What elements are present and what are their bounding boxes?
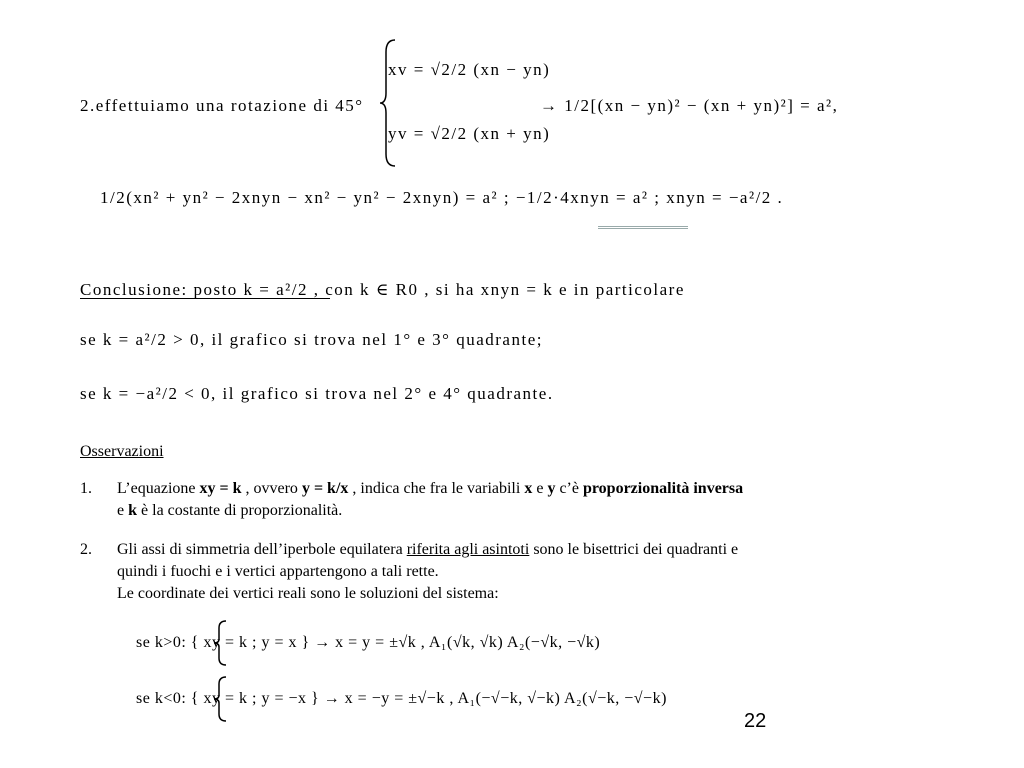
item2-line3: Le coordinate dei vertici reali sono le soluzioni del sistema:	[117, 585, 499, 602]
item1-t7: è la costante di proporzionalità.	[137, 502, 343, 519]
conclusion-line: Conclusione: posto k = a²/2 , con k ∈ R0 , si ha xnyn = k e in particolare	[80, 280, 685, 299]
system-k-negative: se k<0: { xy = k ; y = −x } → x = −y = ±√−k , A₁(−√−k, √−k) A₂(√−k, −√−k)	[136, 690, 667, 707]
expansion-equation: 1/2(xn² + yn² − 2xnyn − xn² − yn² − 2xnyn) = a² ; −1/2·4xnyn = a² ; xnyn = −a²/2 .	[100, 188, 784, 207]
item1-t6: e	[117, 502, 129, 519]
rotation-result: → 1/2[(xn − yn)² − (xn + yn)²] = a²,	[540, 96, 839, 115]
case-positive: se k = a²/2 > 0, il grafico si trova nel 1° e 3° quadrante;	[80, 330, 543, 349]
case-negative: se k = −a²/2 < 0, il grafico si trova nel 2° e 4° quadrante.	[80, 384, 554, 403]
item1-t1: L’equazione	[117, 480, 200, 497]
item2-text	[117, 539, 937, 605]
item1-t2: , ovvero	[241, 480, 302, 497]
item1-t3: , indica che fra le variabili	[348, 480, 525, 497]
item1-t4: e	[532, 480, 548, 497]
page-number: 22	[744, 710, 767, 732]
item1-t5: c’è	[555, 480, 583, 497]
item1-number: 1.	[80, 480, 92, 497]
item1-b5: proporzionalità inversa	[582, 480, 744, 497]
item1-b6: k	[128, 502, 138, 519]
item2-line2: quindi i fuochi e i vertici appartengono a tali rette.	[117, 563, 439, 580]
item1-b3: x	[524, 480, 533, 497]
conclusion-underline	[80, 298, 330, 299]
item2-t2: sono le bisettrici dei quadranti e	[529, 541, 739, 558]
system-eq-yv: yv = √2/2 (xn + yn)	[388, 124, 551, 143]
item1-b2: y = k/x	[301, 480, 349, 497]
system-brace	[378, 38, 398, 168]
item1-b1: xy = k	[199, 480, 242, 497]
item2-number: 2.	[80, 541, 92, 558]
rotation-label: 2.effettuiamo una rotazione di 45°	[80, 96, 364, 115]
system-eq-xv: xv = √2/2 (xn − yn)	[388, 60, 551, 79]
item1-b4: y	[547, 480, 556, 497]
result-underline	[598, 220, 688, 229]
item1-text	[117, 478, 937, 522]
item2-underlined: riferita agli asintoti	[406, 541, 530, 558]
observations-heading: Osservazioni	[80, 443, 164, 460]
system-k-positive: se k>0: { xy = k ; y = x } → x = y = ±√k , A₁(√k, √k) A₂(−√k, −√k)	[136, 634, 601, 651]
item2-t1: Gli assi di simmetria dell’iperbole equilatera	[117, 541, 407, 558]
